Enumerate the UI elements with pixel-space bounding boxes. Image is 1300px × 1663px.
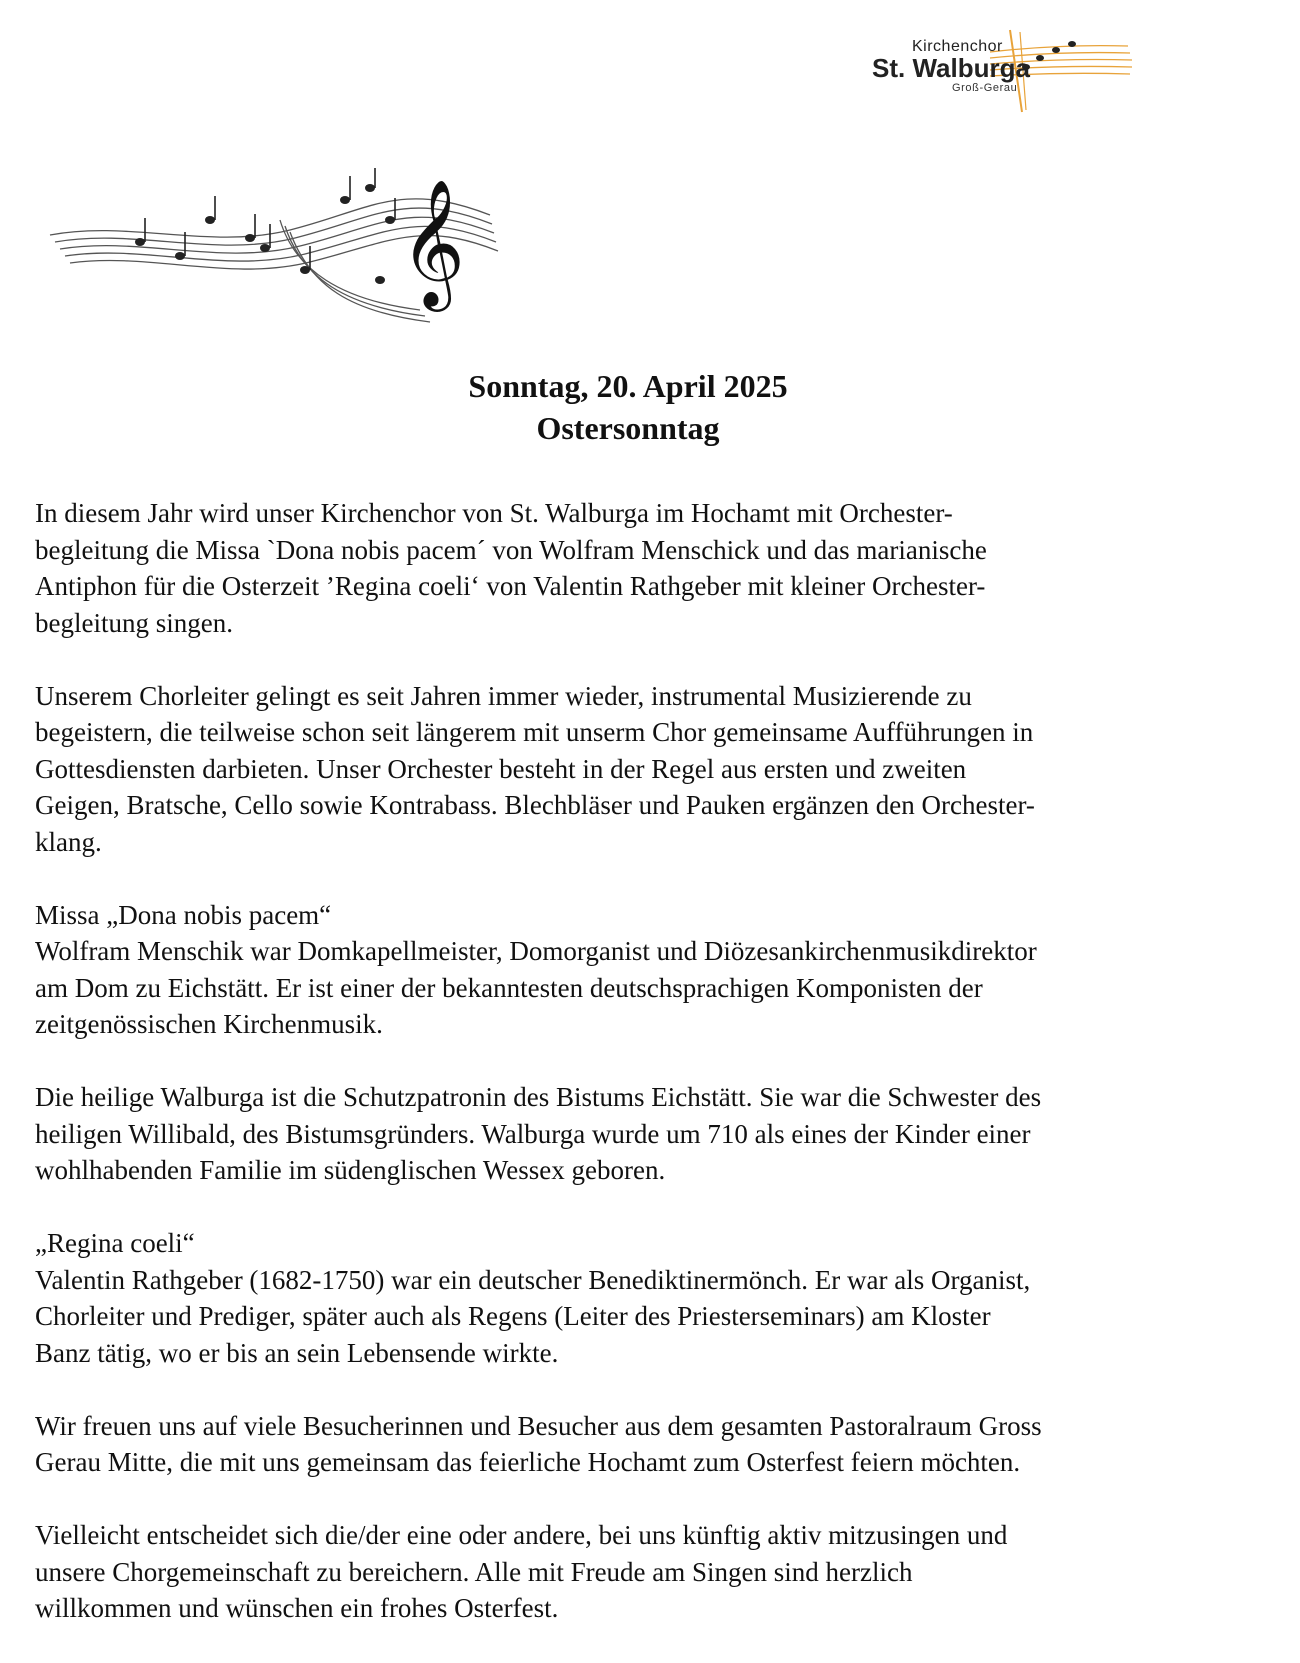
paragraph-line: Wir freuen uns auf viele Besucherinnen und Besucher aus dem gesamten Pastoralraum Gross (35, 1410, 1042, 1441)
paragraph-line: Unserem Chorleiter gelingt es seit Jahren immer wieder, instrumental Musizierende zu (35, 680, 972, 711)
paragraph (35, 1517, 1270, 1627)
svg-text:𝄞: 𝄞 (400, 178, 466, 306)
article-body (35, 495, 1270, 1663)
paragraph-line: In diesem Jahr wird unser Kirchenchor von St. Walburga im Hochamt mit Orchester- (35, 498, 953, 528)
paragraph-line: Chorleiter und Prediger, später auch als Regens (Leiter des Priesterseminars) am Kloster (35, 1301, 991, 1331)
paragraph-line: unsere Chorgemeinschaft zu bereichern. Alle mit Freude am Singen sind herzlich (35, 1556, 913, 1587)
paragraph (35, 1225, 1270, 1371)
paragraph-line: willkommen und wünschen ein frohes Osterfest. (35, 1593, 559, 1623)
paragraph-line: Wolfram Menschik war Domkapellmeister, Domorganist und Diözesankirchenmusikdirektor (35, 936, 1037, 966)
paragraph-line: Valentin Rathgeber (1682-1750) war ein deutscher Benediktinermönch. Er war als Organist, (35, 1264, 1031, 1295)
paragraph (35, 495, 1270, 641)
paragraph (35, 1079, 1270, 1189)
paragraph-line: wohlhabenden Familie im südenglischen Wessex geboren. (35, 1155, 666, 1185)
logo-line-gross-gerau: Groß-Gerau (952, 82, 1018, 94)
paragraph-line: Die heilige Walburga ist die Schutzpatronin des Bistums Eichstätt. Sie war die Schwester des (35, 1082, 1042, 1112)
paragraph-line: Vielleicht entscheidet sich die/der eine oder andere, bei uns künftig aktiv mitzusingen und (35, 1520, 1008, 1550)
paragraph-line: Banz tätig, wo er bis an sein Lebensende wirkte. (35, 1337, 559, 1368)
paragraph-line: begleitung singen. (35, 607, 233, 638)
paragraph-line: klang. (35, 826, 102, 857)
paragraph (35, 678, 1270, 861)
paragraph-line: zeitgenössischen Kirchenmusik. (35, 1009, 383, 1039)
logo-line-kirchenchor: Kirchenchor (912, 38, 1003, 55)
paragraph-line: begeistern, die teilweise schon seit längerem mit unserm Chor gemeinsame Aufführungen in (35, 717, 1034, 747)
logo-line-st-walburga: St. Walburga (872, 53, 1030, 83)
event-date-heading: Sonntag, 20. April 2025 (468, 368, 788, 404)
paragraph-line: begleitung die Missa `Dona nobis pacem´ von Wolfram Menschick und das marianische (35, 534, 987, 565)
paragraph-line: Gottesdiensten darbieten. Unser Orchester besteht in der Regel aus ersten und zweiten (35, 753, 967, 784)
event-occasion-heading: Ostersonntag (536, 410, 720, 446)
paragraph (35, 1408, 1270, 1481)
choir-logo (860, 22, 1190, 122)
paragraph-line: heiligen Willibald, des Bistumsgründers. Walburga wurde um 710 als eines der Kinder einer (35, 1118, 1031, 1149)
music-notes-icon (40, 160, 520, 350)
paragraph-line: Geigen, Bratsche, Cello sowie Kontrabass. Blechbläser und Pauken ergänzen den Orchester- (35, 790, 1035, 820)
paragraph-line: „Regina coeli“ (35, 1228, 195, 1258)
paragraph (35, 897, 1270, 1043)
paragraph-line: am Dom zu Eichstätt. Er ist einer der bekanntesten deutschsprachigen Komponisten der (35, 972, 983, 1003)
paragraph-line: Gerau Mitte, die mit uns gemeinsam das feierliche Hochamt zum Osterfest feiern möchten. (35, 1447, 1021, 1477)
paragraph-line: Missa „Dona nobis pacem“ (35, 899, 332, 930)
paragraph-line: Antiphon für die Osterzeit ’Regina coeli‘ von Valentin Rathgeber mit kleiner Orchester- (35, 571, 986, 601)
